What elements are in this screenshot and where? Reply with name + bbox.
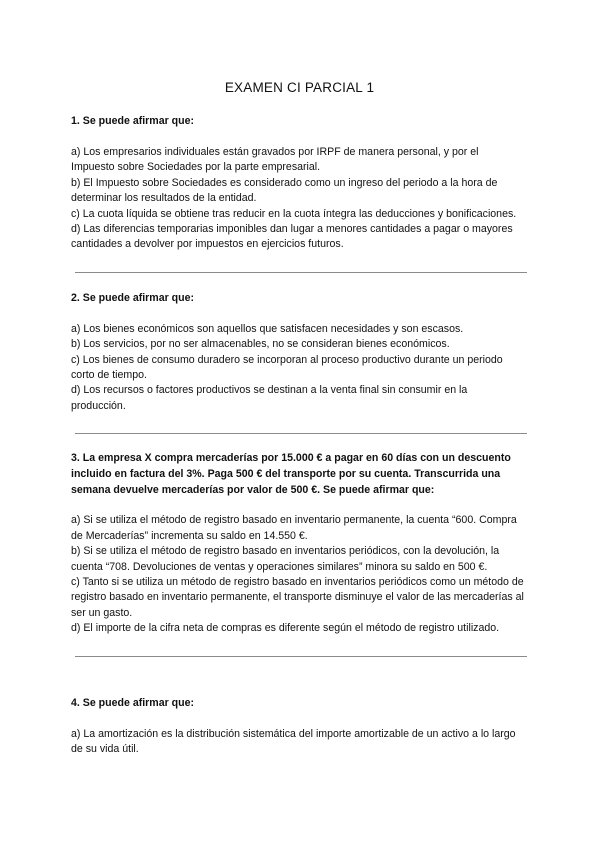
option-b[interactable]: b) Los servicios, por no ser almacenables, no se consideran bienes económicos. bbox=[71, 338, 450, 351]
question-3 bbox=[71, 450, 524, 636]
option-d[interactable]: d) Las diferencias temporarias imponibles dan lugar a menores cantidades a pagar o mayores cantidades a devolver por impuestos en ejercicios futuros. bbox=[71, 223, 513, 251]
question-2-options bbox=[71, 322, 524, 414]
question-4-title: 4. Se puede afirmar que: bbox=[71, 696, 195, 709]
question-4-options bbox=[71, 727, 524, 758]
question-2 bbox=[71, 290, 524, 414]
page-title: EXAMEN CI PARCIAL 1 bbox=[224, 80, 375, 95]
question-3-title: 3. La empresa X compra mercaderías por 15.000 € a pagar en 60 días con un descuento incluido en factura del 3%. Paga 500 € del transporte por su cuenta. Transcurrida una semana devuelve mercaderías por valor de 500 €. Se puede afirmar que: bbox=[71, 452, 511, 497]
question-1 bbox=[71, 113, 524, 253]
option-b[interactable]: b) El Impuesto sobre Sociedades es considerado como un ingreso del periodo a la hora de determinar los resultados de la entidad. bbox=[71, 176, 498, 205]
question-4 bbox=[71, 695, 524, 758]
option-a[interactable]: a) La amortización es la distribución sistemática del importe amortizable de un activo a lo largo de su vida útil. bbox=[71, 727, 516, 755]
option-d[interactable]: d) Los recursos o factores productivos se destinan a la venta final sin consumir en la producción. bbox=[71, 384, 468, 412]
option-c[interactable]: c) Los bienes de consumo duradero se incorporan al proceso productivo durante un periodo corto de tiempo. bbox=[71, 353, 503, 382]
option-c[interactable]: c) Tanto si se utiliza un método de registro basado en inventarios periódicos como un método de registro basado en inventario permanente, el transporte disminuye el valor de las mercaderías al ser un gasto. bbox=[71, 575, 524, 619]
separator bbox=[75, 272, 527, 273]
option-a[interactable]: a) Los bienes económicos son aquellos que satisfacen necesidades y son escasos. bbox=[71, 322, 464, 335]
separator bbox=[75, 433, 527, 434]
option-c[interactable]: c) La cuota líquida se obtiene tras reducir en la cuota íntegra las deducciones y bonificaciones. bbox=[71, 207, 517, 220]
option-a[interactable]: a) Si se utiliza el método de registro basado en inventario permanente, la cuenta “600. Compra de Mercaderías” incrementa su saldo en 14.550 €. bbox=[71, 514, 517, 542]
option-d[interactable]: d) El importe de la cifra neta de compras es diferente según el método de registro utilizado. bbox=[71, 622, 500, 635]
question-2-title: 2. Se puede afirmar que: bbox=[71, 291, 195, 304]
option-b[interactable]: b) Si se utiliza el método de registro basado en inventarios periódicos, con la devolución, la cuenta “708. Devoluciones de ventas y operaciones similares” minora su saldo en 500 €. bbox=[71, 545, 500, 573]
question-1-options bbox=[71, 145, 524, 253]
option-a[interactable]: a) Los empresarios individuales están gravados por IRPF de manera personal, y por el Impuesto sobre Sociedades por la parte empresarial. bbox=[71, 146, 479, 174]
question-3-options bbox=[71, 513, 524, 636]
separator bbox=[75, 656, 527, 657]
question-1-title: 1. Se puede afirmar que: bbox=[71, 115, 195, 127]
